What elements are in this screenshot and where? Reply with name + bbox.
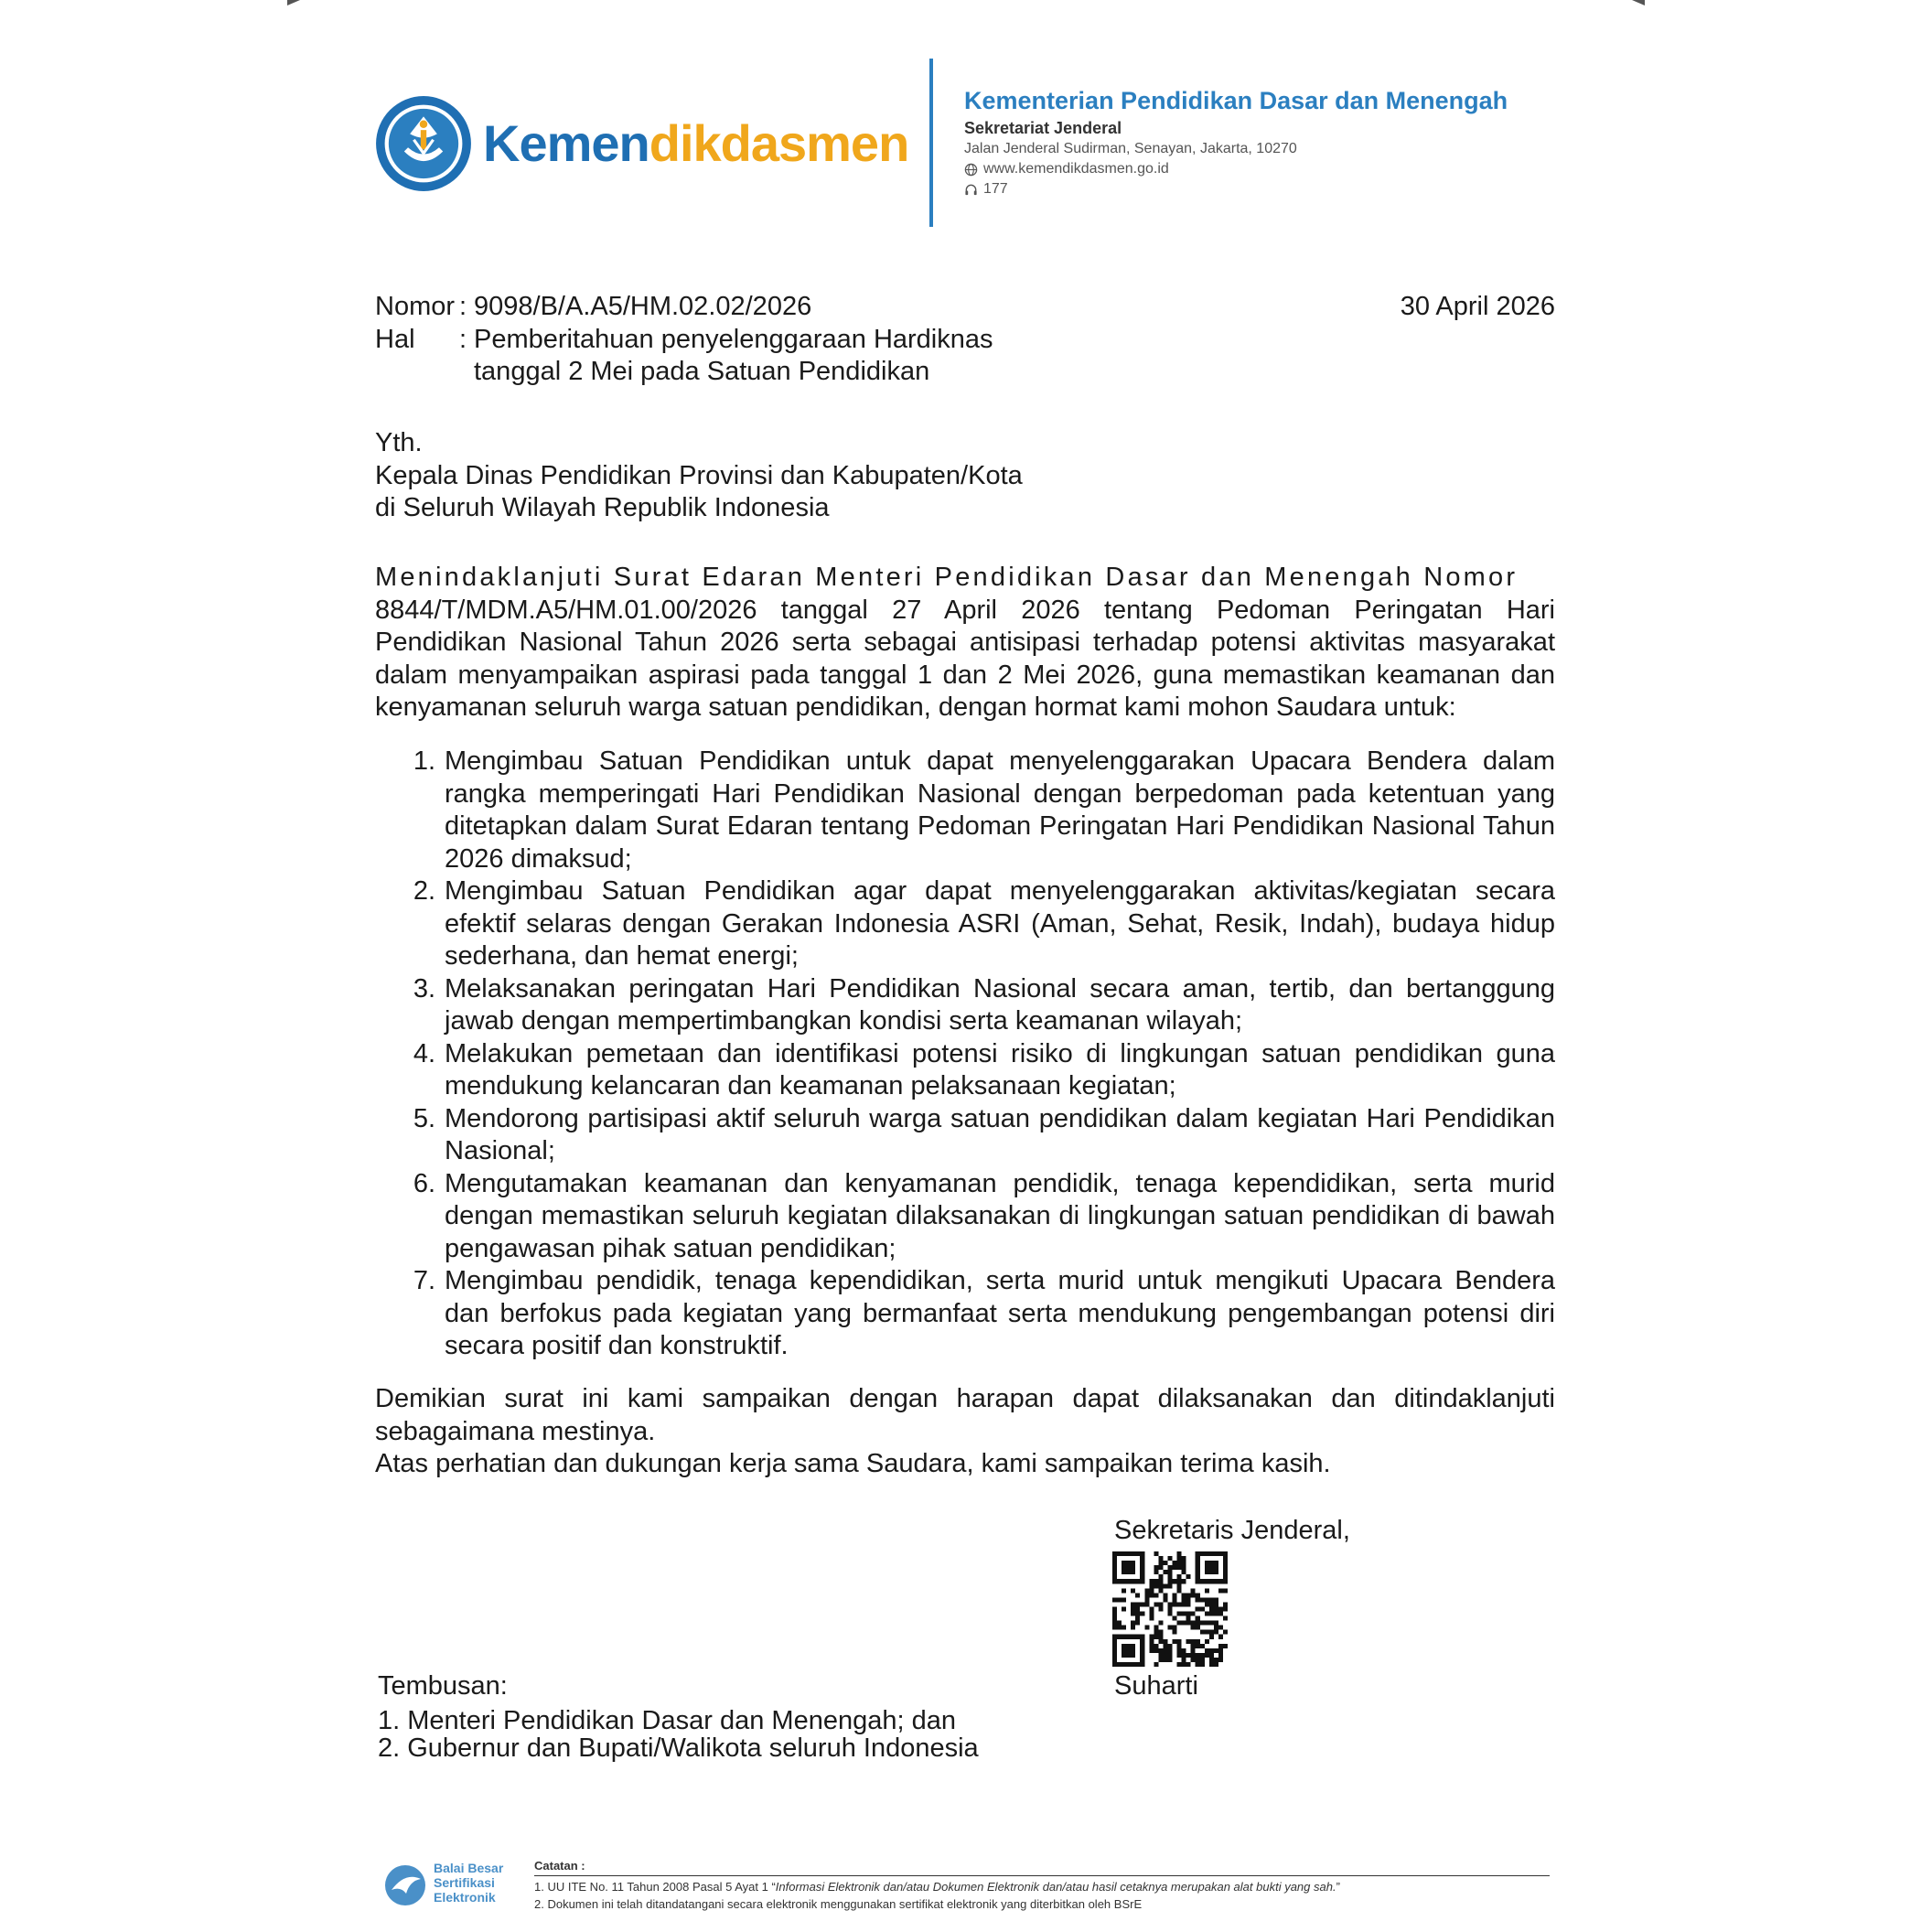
headset-icon xyxy=(964,183,978,197)
opening-rest: 8844/T/MDM.A5/HM.01.00/2026 tanggal 27 April 2026 tentang Pedoman Peringatan Hari Pendidikan Nasional Tahun 2026 serta sebagai antisipasi terhadap potensi aktivitas masyarakat dalam menyampaikan aspirasi pada tanggal 1 dan 2 Mei 2026, guna memastikan keamanan dan kenyamanan seluruh warga satuan pendidikan, dengan hormat kami mohon Saudara untuk: xyxy=(375,595,1555,722)
note-label: Catatan : xyxy=(534,1857,1550,1876)
org-title: Kementerian Pendidikan Dasar dan Menengah xyxy=(964,87,1508,114)
recipient-line2: di Seluruh Wilayah Republik Indonesia xyxy=(375,493,830,522)
letter-meta xyxy=(375,291,1555,389)
yth: Yth. xyxy=(375,428,423,457)
closing-paragraph xyxy=(375,1383,1555,1481)
bsre-logo xyxy=(382,1862,428,1908)
hal-line1: Pemberitahuan penyelenggaraan Hardiknas xyxy=(474,324,993,354)
signer-name: Suharti xyxy=(1114,1671,1198,1701)
hal-row: Hal : Pemberitahuan penyelenggaraan Hardiknas tanggal 2 Mei pada Satuan Pendidikan xyxy=(375,324,1555,389)
instruction-list xyxy=(375,746,1555,1363)
nomor-value: 9098/B/A.A5/HM.02.02/2026 xyxy=(474,292,812,321)
list-item: 1. Mengimbau Satuan Pendidikan untuk dapat menyelenggarakan Upacara Bendera dalam rangka memperingati Hari Pendidikan Nasional dengan berpedoman pada ketentuan yang ditetapkan dalam Surat Edaran tentang Pedoman Peringatan Hari Pendidikan Nasional Tahun 2026 dimaksud; xyxy=(413,746,1555,874)
tembusan-block xyxy=(378,1670,979,1762)
signer-title: Sekretaris Jenderal, xyxy=(1114,1516,1350,1545)
opening-first-line: Menindaklanjuti Surat Edaran Menteri Pendidikan Dasar dan Menengah Nomor xyxy=(375,563,1519,592)
footer-note xyxy=(534,1857,1550,1913)
closing-line1: Demikian surat ini kami sampaikan dengan harapan dapat dilaksanakan dan ditindaklanjuti sebagaimana mestinya. xyxy=(375,1384,1555,1446)
brand-part2: dikdasmen xyxy=(649,114,909,172)
tembusan-label: Tembusan: xyxy=(378,1671,508,1701)
address-text: Jalan Jenderal Sudirman, Senayan, Jakarta, 10270 xyxy=(964,141,1297,156)
list-item: 5. Mendorong partisipasi aktif seluruh warga satuan pendidikan dalam kegiatan Hari Pendidikan Nasional; xyxy=(413,1103,1555,1165)
opening-paragraph xyxy=(375,562,1555,724)
signature-qr-code xyxy=(1112,1551,1228,1667)
corner-mark-left xyxy=(287,0,300,5)
org-subtitle: Sekretariat Jenderal xyxy=(964,119,1122,137)
hal-value xyxy=(474,324,993,389)
brand-part1: Kemen xyxy=(483,114,649,172)
tembusan-item: 2. Gubernur dan Bupati/Walikota seluruh Indonesia xyxy=(378,1733,979,1763)
hal-line2: tanggal 2 Mei pada Satuan Pendidikan xyxy=(474,357,930,386)
tut-wuri-handayani-logo xyxy=(375,95,472,192)
website-text: www.kemendikdasmen.go.id xyxy=(983,161,1169,177)
note-line1: 1. UU ITE No. 11 Tahun 2008 Pasal 5 Ayat 1 “Informasi Elektronik dan/atau Dokumen Elektronik dan/atau hasil cetaknya merupakan alat bukti yang sah.” xyxy=(534,1880,1340,1894)
org-website xyxy=(964,159,1568,179)
list-item: 6. Mengutamakan keamanan dan kenyamanan pendidik, tenaga kependidikan, serta murid dengan memastikan seluruh kegiatan dilaksanakan di lingkungan satuan pendidikan di bawah pengawasan pihak satuan pendidikan; xyxy=(413,1168,1555,1263)
note-line2: 2. Dokumen ini telah ditandatangani secara elektronik menggunakan sertifikat elektronik yang diterbitkan oleh BSrE xyxy=(534,1897,1143,1911)
hal-label: Hal xyxy=(375,324,415,354)
nomor-row: Nomor : 9098/B/A.A5/HM.02.02/2026 xyxy=(375,291,1555,324)
bsre-name: Balai Besar Sertifikasi Elektronik xyxy=(434,1861,504,1905)
recipient-block xyxy=(375,427,1555,525)
org-phone xyxy=(964,179,1568,199)
org-info xyxy=(964,84,1568,199)
header-divider xyxy=(929,59,933,227)
closing-line2: Atas perhatian dan dukungan kerja sama Saudara, kami sampaikan terima kasih. xyxy=(375,1449,1331,1478)
corner-mark-right xyxy=(1632,0,1645,5)
list-item: 7. Mengimbau pendidik, tenaga kependidikan, serta murid untuk mengikuti Upacara Bendera dan berfokus pada kegiatan yang bermanfaat serta mendukung pengembangan potensi diri secara positif dan konstruktif. xyxy=(413,1266,1555,1360)
list-item: 3. Melaksanakan peringatan Hari Pendidikan Nasional secara aman, tertib, dan bertanggung jawab dengan mempertimbangkan kondisi serta keamanan wilayah; xyxy=(413,973,1555,1036)
org-address xyxy=(964,139,1568,159)
globe-icon xyxy=(964,163,978,177)
recipient-line1: Kepala Dinas Pendidikan Provinsi dan Kabupaten/Kota xyxy=(375,460,1023,490)
letter-date: 30 April 2026 xyxy=(1400,292,1555,321)
tembusan-item: 1. Menteri Pendidikan Dasar dan Menengah; dan xyxy=(378,1705,956,1735)
list-item: 4. Melakukan pemetaan dan identifikasi potensi risiko di lingkungan satuan pendidikan guna mendukung kelancaran dan keamanan pelaksanaan kegiatan; xyxy=(413,1038,1555,1100)
list-item: 2. Mengimbau Satuan Pendidikan agar dapat menyelenggarakan aktivitas/kegiatan secara efektif selaras dengan Gerakan Indonesia ASRI (Aman, Sehat, Resik, Indah), budaya hidup sederhana, dan hemat energi; xyxy=(413,876,1555,971)
brand-wordmark xyxy=(483,112,908,176)
phone-text: 177 xyxy=(983,181,1008,197)
nomor-label: Nomor xyxy=(375,292,456,321)
